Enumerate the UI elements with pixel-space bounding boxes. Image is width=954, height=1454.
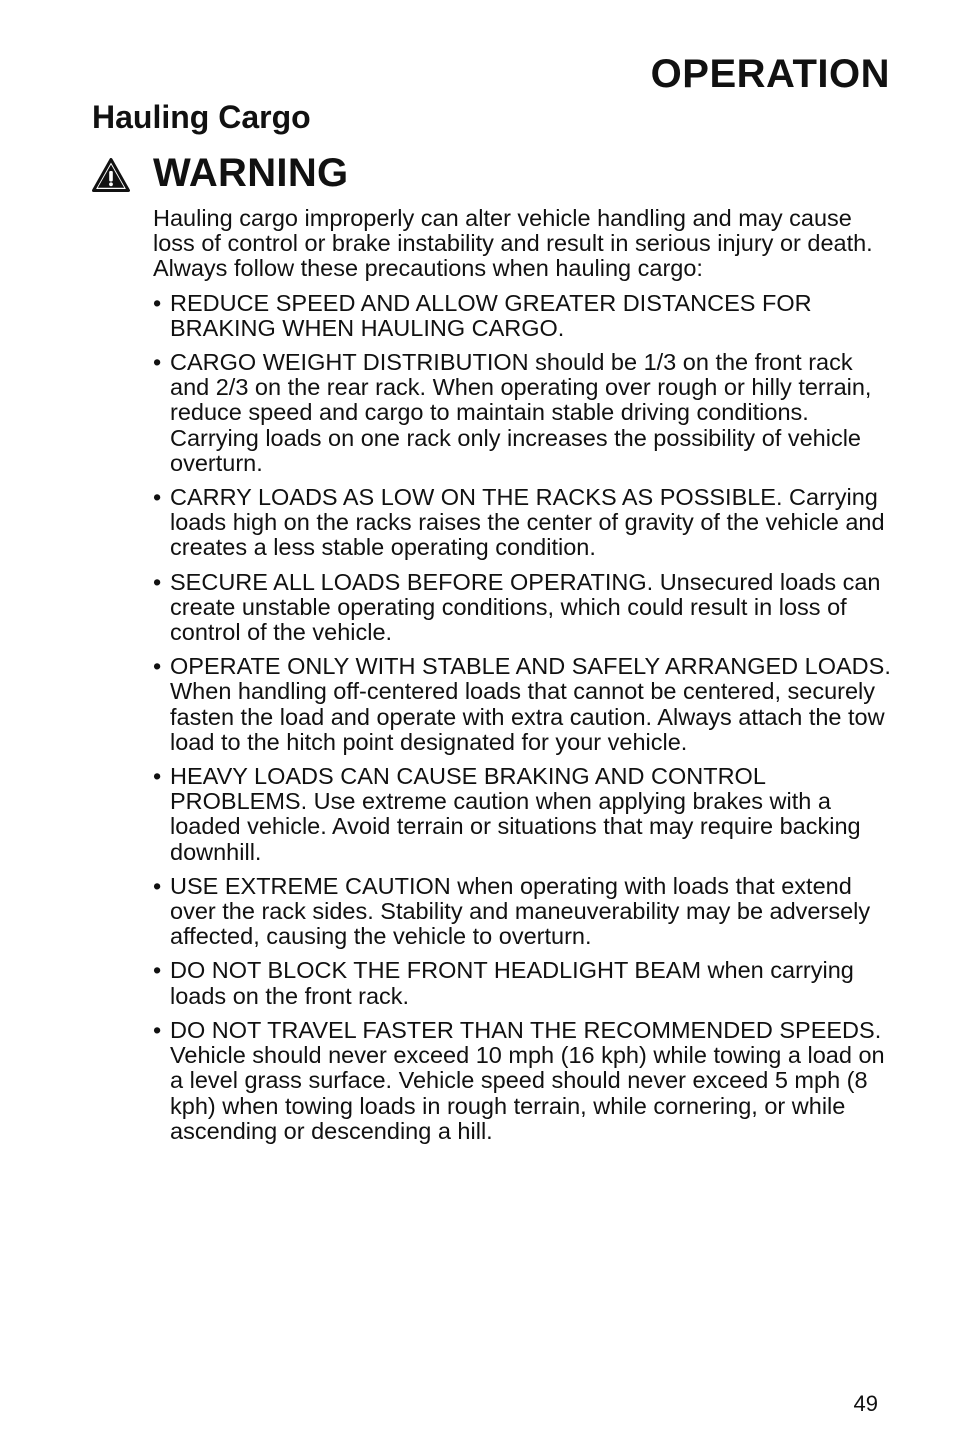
list-item — [153, 764, 898, 865]
precaution-list — [153, 291, 898, 1144]
bullet: • — [153, 763, 162, 790]
warning-header — [92, 153, 348, 193]
warning-body — [153, 206, 898, 1153]
list-item-text: DO NOT TRAVEL FASTER THAN THE RECOMMENDED SPEEDS. Vehicle should never exceed 10 mph (16 kph) while towing a load on a level grass surface. Vehicle speed should never exceed 5 mph (8 kph) when towing loads in rough terrain, while cornering, or while ascending or descending a hill. — [170, 1016, 885, 1144]
page-number: 49 — [853, 1391, 878, 1416]
list-item-text: CARGO WEIGHT DISTRIBUTION should be 1/3 on the front rack and 2/3 on the rear rack. When operating over rough or hilly terrain, reduce speed and cargo to maintain stable driving conditions. Carrying loads on one rack only increases the possibility of vehicle overturn. — [170, 349, 872, 476]
bullet: • — [153, 349, 162, 376]
list-item-text: REDUCE SPEED AND ALLOW GREATER DISTANCES FOR BRAKING WHEN HAULING CARGO. — [170, 289, 812, 341]
page-subheading: Hauling Cargo — [92, 99, 311, 135]
bullet: • — [153, 289, 162, 316]
list-item — [153, 350, 898, 476]
bullet: • — [153, 484, 162, 511]
list-item — [153, 654, 898, 755]
bullet: • — [153, 957, 162, 984]
section-title: OPERATION — [650, 52, 890, 96]
list-item-text: CARRY LOADS AS LOW ON THE RACKS AS POSSIBLE. Carrying loads high on the racks raises the center of gravity of the vehicle and creates a less stable operating condition. — [170, 484, 885, 561]
bullet: • — [153, 653, 162, 680]
list-item — [153, 1018, 898, 1144]
list-item — [153, 958, 898, 1008]
bullet: • — [153, 1016, 162, 1043]
list-item-text: DO NOT BLOCK THE FRONT HEADLIGHT BEAM when carrying loads on the front rack. — [170, 957, 854, 1009]
bullet: • — [153, 872, 162, 899]
list-item — [153, 570, 898, 646]
list-item-text: SECURE ALL LOADS BEFORE OPERATING. Unsecured loads can create unstable operating conditions, which could result in loss of control of the vehicle. — [170, 568, 881, 646]
list-item — [153, 874, 898, 950]
list-item — [153, 291, 898, 341]
bullet: • — [153, 568, 162, 595]
warning-triangle-icon — [92, 158, 130, 192]
warning-intro: Hauling cargo improperly can alter vehicle handling and may cause loss of control or brake instability and result in serious injury or death. Always follow these precautions when hauling cargo: — [153, 205, 873, 282]
warning-title: WARNING — [153, 151, 349, 195]
list-item-text: HEAVY LOADS CAN CAUSE BRAKING AND CONTROL PROBLEMS. Use extreme caution when applying brakes with a loaded vehicle. Avoid terrain or situations that may require backing downhill. — [170, 763, 861, 865]
list-item — [153, 485, 898, 561]
list-item-text: USE EXTREME CAUTION when operating with loads that extend over the rack sides. Stability and maneuverability may be adversely affected, causing the vehicle to overturn. — [170, 872, 871, 950]
list-item-text: OPERATE ONLY WITH STABLE AND SAFELY ARRANGED LOADS. When handling off-centered loads that cannot be centered, securely fasten the load and operate with extra caution. Always attach the tow load to the hitch point designated for your vehicle. — [170, 653, 891, 755]
